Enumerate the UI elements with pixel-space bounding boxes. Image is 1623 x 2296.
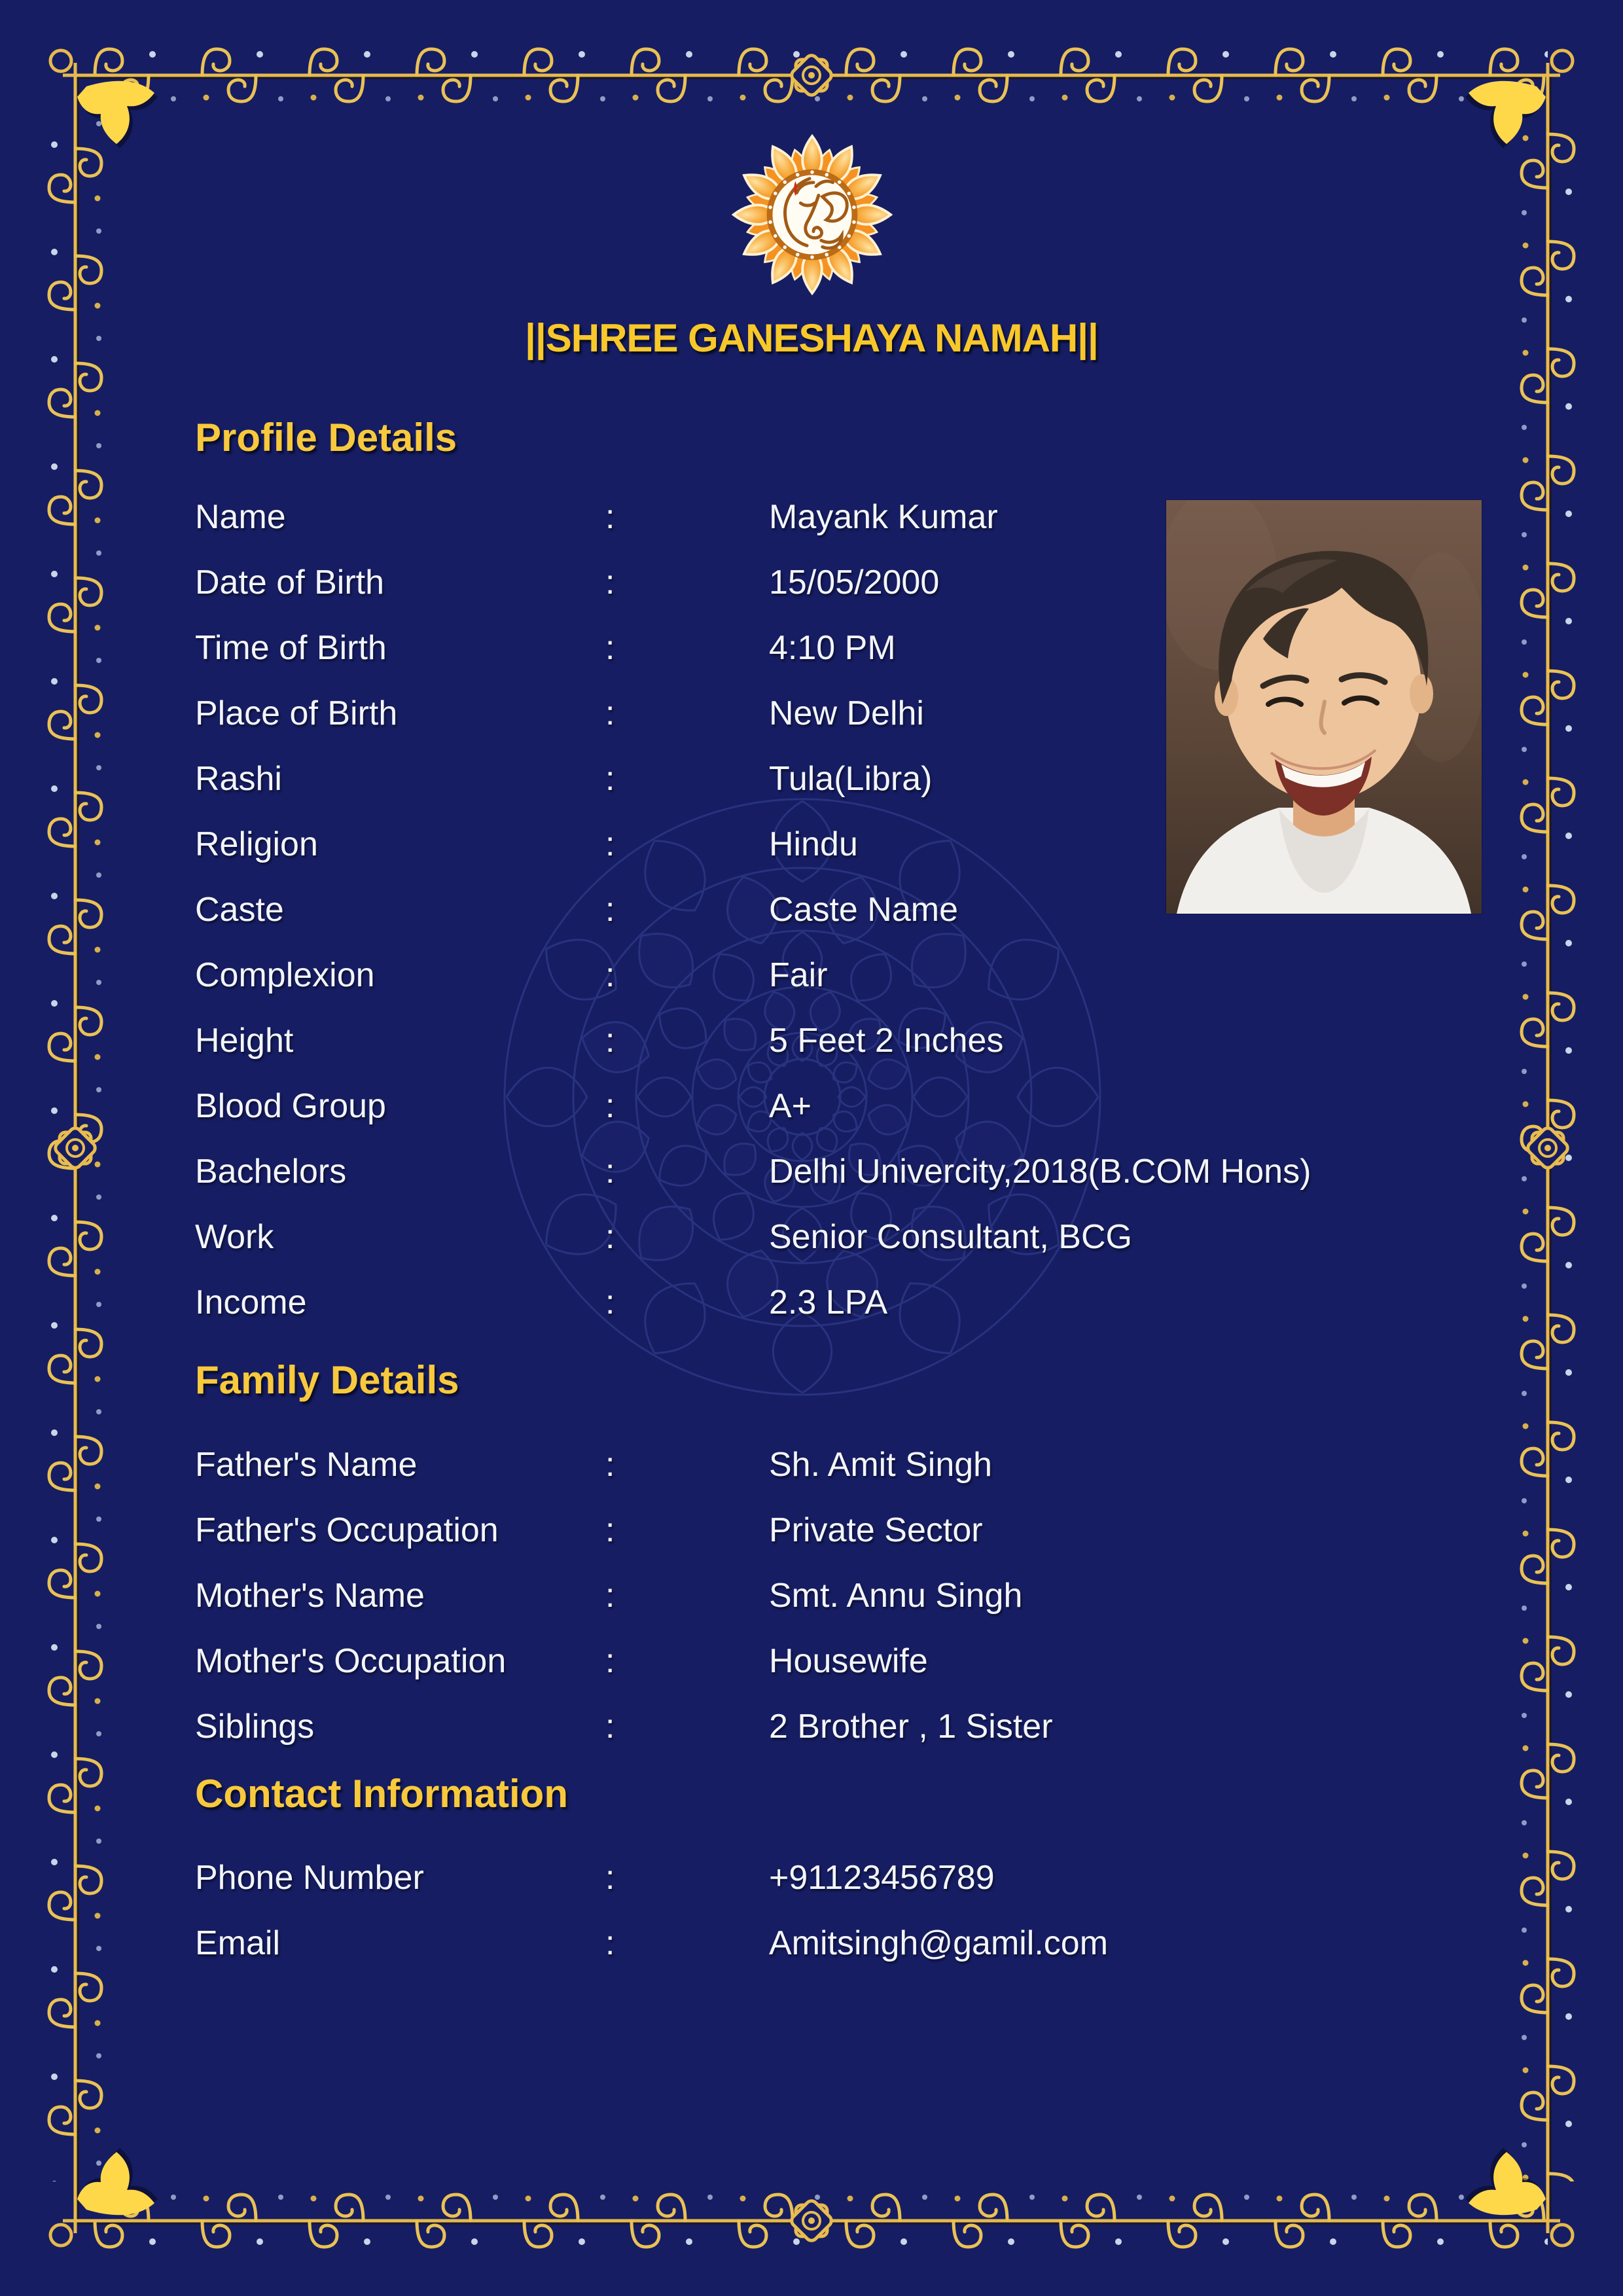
row-value: 2.3 LPA [769, 1283, 888, 1321]
row-label: Mother's Name [195, 1577, 425, 1615]
row-label: Siblings [195, 1708, 315, 1746]
row-label: Father's Name [195, 1446, 418, 1484]
row-label: Father's Occupation [195, 1511, 499, 1549]
row-value: Caste Name [769, 891, 958, 929]
biodata-row [195, 1073, 1497, 1139]
biodata-row [195, 1628, 1497, 1694]
row-separator: : [605, 956, 615, 994]
row-separator: : [605, 629, 615, 667]
row-value: 15/05/2000 [769, 564, 940, 601]
row-label: Height [195, 1022, 294, 1060]
section-title-profile: Profile Details [195, 416, 457, 459]
row-label: Time of Birth [195, 629, 387, 667]
row-value: Delhi Univercity,2018(B.COM Hons) [769, 1153, 1311, 1191]
row-label: Blood Group [195, 1087, 386, 1125]
ganesha-icon [732, 131, 893, 298]
biodata-row [195, 1845, 1497, 1910]
biodata-row [195, 1432, 1497, 1498]
row-separator: : [605, 825, 615, 863]
biodata-row [195, 1139, 1497, 1204]
row-separator: : [605, 1642, 615, 1680]
row-label: Complexion [195, 956, 375, 994]
biodata-row [195, 942, 1497, 1008]
row-value: A+ [769, 1087, 812, 1125]
row-label: Income [195, 1283, 307, 1321]
biodata-row [195, 1204, 1497, 1270]
row-label: Phone Number [195, 1859, 424, 1897]
row-value: 4:10 PM [769, 629, 896, 667]
row-label: Religion [195, 825, 318, 863]
row-separator: : [605, 1153, 615, 1191]
row-value: Mayank Kumar [769, 498, 998, 536]
row-separator: : [605, 1283, 615, 1321]
row-value: Fair [769, 956, 828, 994]
row-label: Bachelors [195, 1153, 347, 1191]
row-value: Housewife [769, 1642, 928, 1680]
row-label: Place of Birth [195, 694, 398, 732]
row-value: Sh. Amit Singh [769, 1446, 993, 1484]
biodata-row [195, 1498, 1497, 1563]
row-separator: : [605, 1924, 615, 1962]
biodata-row [195, 1563, 1497, 1628]
row-label: Name [195, 498, 286, 536]
row-value: Tula(Libra) [769, 760, 933, 798]
row-label: Caste [195, 891, 284, 929]
contact-information-list [195, 1845, 1497, 1976]
invocation-title: ||SHREE GANESHAYA NAMAH|| [525, 316, 1098, 360]
row-value: 2 Brother , 1 Sister [769, 1708, 1053, 1746]
section-title-family: Family Details [195, 1358, 459, 1402]
row-separator: : [605, 1022, 615, 1060]
biodata-row [195, 1008, 1497, 1073]
family-details-list [195, 1432, 1497, 1759]
row-value: New Delhi [769, 694, 924, 732]
row-value: Amitsingh@gamil.com [769, 1924, 1109, 1962]
biodata-row [195, 1910, 1497, 1976]
row-separator: : [605, 1859, 615, 1897]
row-label: Rashi [195, 760, 282, 798]
row-value: +91123456789 [769, 1859, 995, 1897]
row-separator: : [605, 1087, 615, 1125]
profile-photo [1166, 500, 1482, 914]
row-separator: : [605, 1708, 615, 1746]
row-label: Work [195, 1218, 274, 1256]
row-value: Private Sector [769, 1511, 983, 1549]
biodata-row [195, 1270, 1497, 1335]
row-separator: : [605, 694, 615, 732]
row-separator: : [605, 1577, 615, 1615]
row-value: Smt. Annu Singh [769, 1577, 1023, 1615]
row-label: Email [195, 1924, 281, 1962]
row-separator: : [605, 760, 615, 798]
row-label: Mother's Occupation [195, 1642, 507, 1680]
row-separator: : [605, 564, 615, 601]
row-separator: : [605, 891, 615, 929]
biodata-row [195, 1694, 1497, 1759]
row-separator: : [605, 498, 615, 536]
row-value: Senior Consultant, BCG [769, 1218, 1132, 1256]
row-separator: : [605, 1218, 615, 1256]
row-label: Date of Birth [195, 564, 385, 601]
row-value: Hindu [769, 825, 858, 863]
row-separator: : [605, 1511, 615, 1549]
section-title-contact: Contact Information [195, 1772, 568, 1816]
row-value: 5 Feet 2 Inches [769, 1022, 1004, 1060]
row-separator: : [605, 1446, 615, 1484]
